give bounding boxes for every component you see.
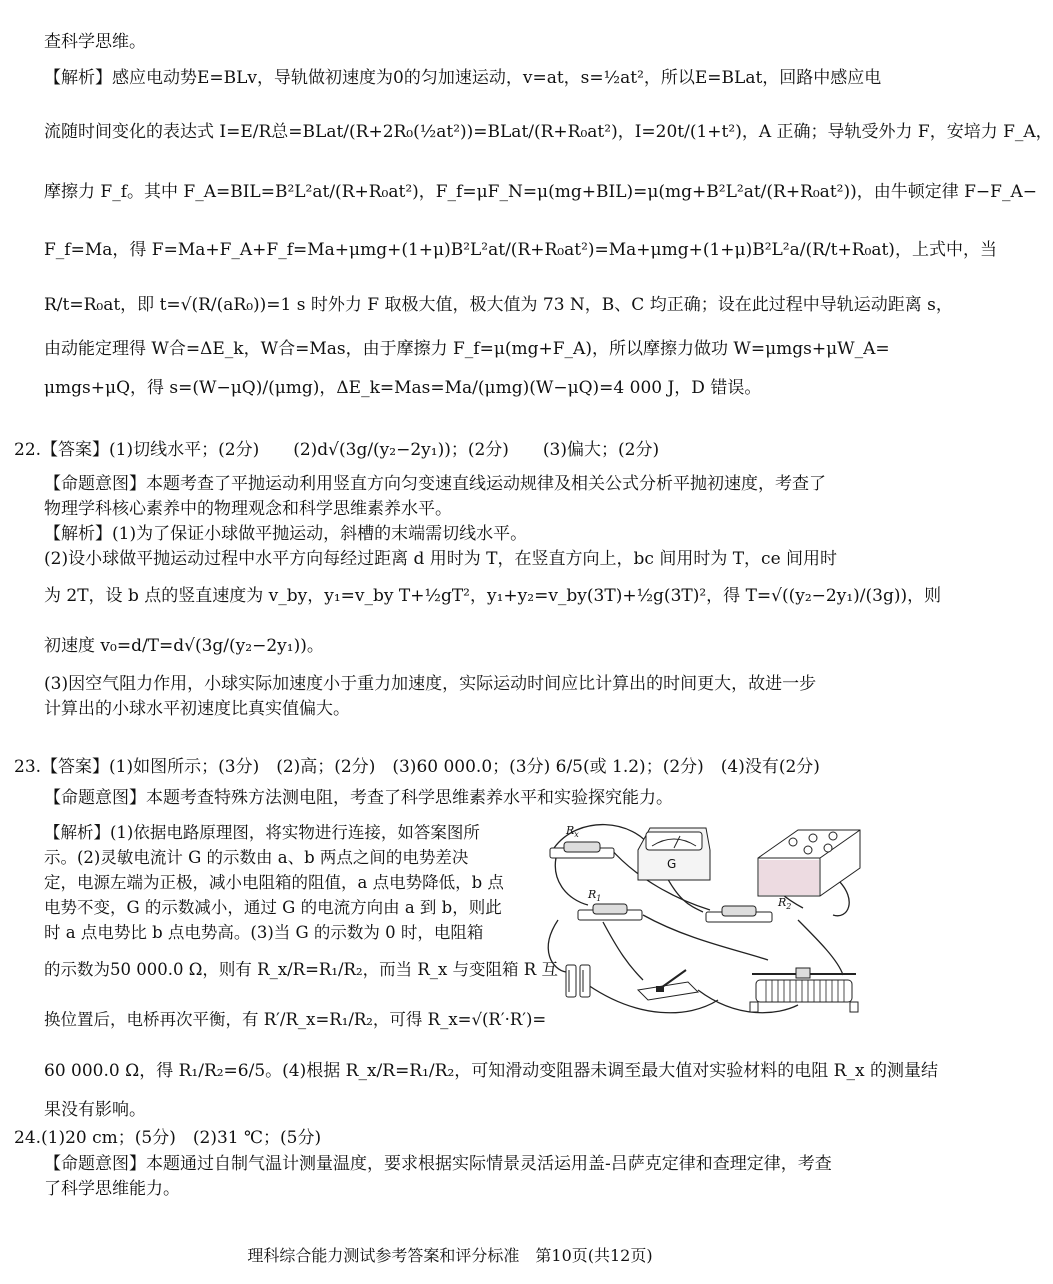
text-line: 摩擦力 F_f。其中 F_A=BIL=B²L²at/(R+R₀at²)，F_f=μF_N=μ(mg+BIL)=μ(mg+B²L²at/(R+R₀at²))，由牛顿定律 F−F_A− [44,182,1037,202]
text-line: 了科学思维能力。 [44,1179,180,1199]
resistor-r2 [706,896,791,922]
text-line: 初速度 v₀=d/T=d√(3g/(y₂−2y₁))。 [44,636,324,656]
text-line: 计算出的小球水平初速度比真实值偏大。 [44,699,350,719]
text-line: 果没有影响。 [44,1100,146,1120]
resistor-r1 [578,888,642,920]
text-line: 物理学科核心素养中的物理观念和科学思维素养水平。 [44,499,452,519]
text-line: μmgs+μQ，得 s=(W−μQ)/(μmg)，ΔE_k=Mas=Ma/(μmg)(W−μQ)=4 000 J，D 错误。 [44,378,762,398]
question-23-answer [14,748,864,811]
answer-line: 24.(1)20 cm；(5分) (2)31 ℃；(5分) [14,1128,322,1148]
text-line: 查科学思维。 [44,32,146,52]
text-line: 为 2T，设 b 点的竖直速度为 v_by，y₁=v_by T+½gT²，y₁+y₂=v_by(3T)+½g(3T)²，得 T=√((y₂−2y₁)/(3g))，则 [44,586,942,606]
label-g: G [667,857,677,871]
answer-line: 22.【答案】(1)切线水平；(2分) (2)d√(3g/(y₂−2y₁))；(2分) (3)偏大；(2分) [14,440,660,460]
text-line: (3)因空气阻力作用，小球实际加速度小于重力加速度，实际运动时间应比计算出的时间更大，故进一步 [44,674,817,694]
answer-line: 23.【答案】(1)如图所示；(3分) (2)高；(2分) (3)60 000.0；(3分) 6/5(或 1.2)；(2分) (4)没有(2分) [14,757,820,777]
wire [603,922,643,980]
text-line: 时 a 点电势比 b 点电势高。(3)当 G 的示数为 0 时，电阻箱 [44,923,484,942]
text-line: 【解析】(1)为了保证小球做平抛运动，斜槽的末端需切线水平。 [44,524,528,544]
wire [798,920,843,975]
text-line: 【命题意图】本题通过自制气温计测量温度，要求根据实际情景灵活运用盖-吕萨克定律和查理定律，考查 [44,1154,832,1174]
text-line: 【解析】(1)依据电路原理图，将实物进行连接，如答案图所 [44,823,480,842]
solution-21-continued [44,30,1053,409]
text-line: 【解析】感应电动势E=BLv，导轨做初速度为0的匀加速运动，v=at，s=½at²，所以E=BLat，回路中感应电 [44,68,882,88]
question-24-answer [14,1124,864,1202]
label-rx: $R_x$ [566,824,579,839]
label-r1: $R_1$ [588,888,602,903]
page-footer: 理科综合能力测试参考答案和评分标准 第10页(共12页) [247,1246,653,1265]
resistance-box [758,830,860,896]
text-line: 【命题意图】本题考查特殊方法测电阻，考查了科学思维素养水平和实验探究能力。 [44,788,673,808]
circuit-diagram [538,820,864,1020]
question-23-conclusion [44,1046,938,1124]
text-line: 的示数为50 000.0 Ω，则有 R_x/R=R₁/R₂，而当 R_x 与变阻箱 R 互 [44,960,558,979]
text-line: R/t=R₀at，即 t=√(R/(aR₀))=1 s 时外力 F 取极大值，极大值为 73 N，B、C 均正确；设在此过程中导轨运动距离 s， [44,295,953,315]
question-22-answer [14,428,942,722]
text-line: (2)设小球做平抛运动过程中水平方向每经过距离 d 用时为 T，在竖直方向上，bc 间用时为 T，ce 间用时 [44,549,838,569]
text-line: 由动能定理得 W合=ΔE_k，W合=Mas，由于摩擦力 F_f=μ(mg+F_A)，所以摩擦力做功 W=μmgs+μW_A= [44,339,890,359]
text-line: 电势不变，G 的示数减小，通过 G 的电流方向由 a 到 b，则此 [44,898,502,917]
label-r2: $R_2$ [778,896,792,911]
text-line: 流随时间变化的表达式 I=E/R总=BLat/(R+2R₀(½at²))=BLat/(R+R₀at²)，I=20t/(1+t²)，A 正确；导轨受外力 F，安培力 F_A， [44,122,1053,142]
text-line: F_f=Ma，得 F=Ma+F_A+F_f=Ma+μmg+(1+μ)B²L²at/(R+R₀at²)=Ma+μmg+(1+μ)B²L²a/(R/t+R₀at)，上式中，当 [44,240,997,260]
switch [638,970,698,1000]
text-line: 示。(2)灵敏电流计 G 的示数由 a、b 两点之间的电势差决 [44,848,469,867]
text-line: 定，电源左端为正极，减小电阻箱的阻值，a 点电势降低，b 点 [44,873,504,892]
text-line: 换位置后，电桥再次平衡，有 R′/R_x=R₁/R₂，可得 R_x=√(R′·R′)= [44,1010,547,1029]
question-23-explanation [44,820,558,1045]
battery [566,965,590,997]
wire [548,920,566,972]
text-line: 【命题意图】本题考查了平抛运动利用竖直方向匀变速直线运动规律及相关公式分析平抛初速度，考查了 [44,474,826,494]
text-line: 60 000.0 Ω，得 R₁/R₂=6/5。(4)根据 R_x/R=R₁/R₂，可知滑动变阻器未调至最大值对实验材料的电阻 R_x 的测量结 [44,1061,938,1081]
slide-rheostat [750,968,858,1012]
galvanometer [638,828,710,880]
